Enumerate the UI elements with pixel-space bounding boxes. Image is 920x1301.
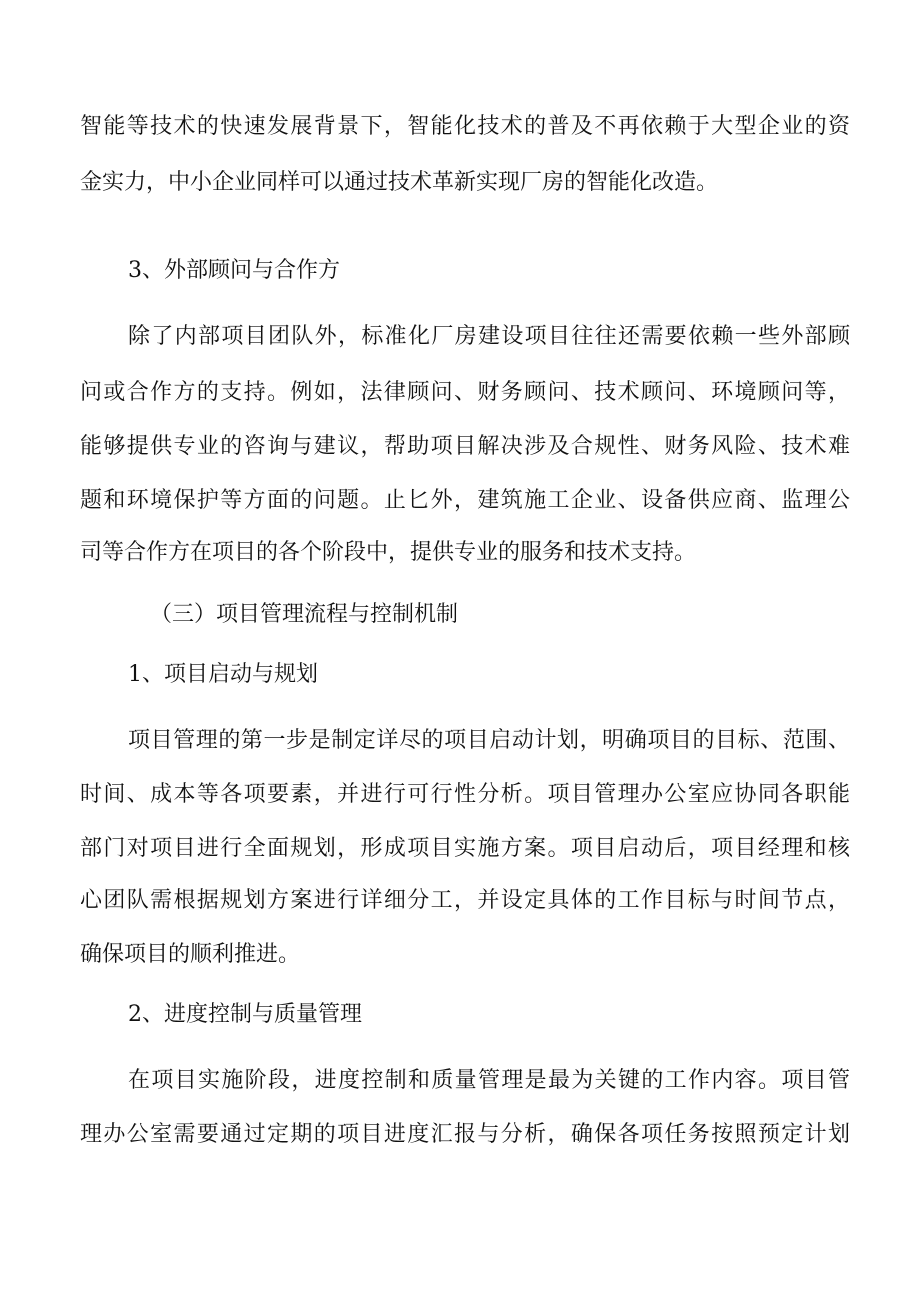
paragraph-line: 确保项目的顺利推进。	[80, 942, 301, 967]
paragraph-line: 智能等技术的快速发展背景下，智能化技术的普及不再依赖于大型企业的资	[80, 114, 850, 139]
paragraph-line: 在项目实施阶段，进度控制和质量管理是最为关键的工作内容。项目管	[128, 1068, 850, 1093]
section-heading: 1、项目启动与规划	[128, 662, 318, 687]
paragraph-line: 除了内部项目团队外，标准化厂房建设项目往往还需要依赖一些外部顾	[128, 324, 850, 349]
paragraph-line: 项目管理的第一步是制定详尽的项目启动计划，明确项目的目标、范围、	[128, 728, 850, 753]
paragraph-line: 时间、成本等各项要素，并进行可行性分析。项目管理办公室应协同各职能	[80, 782, 850, 807]
paragraph-line: 司等合作方在项目的各个阶段中，提供专业的服务和技术支持。	[80, 540, 697, 565]
paragraph-line: 理办公室需要通过定期的项目进度汇报与分析，确保各项任务按照预定计划	[80, 1122, 850, 1147]
paragraph-line: 金实力，中小企业同样可以通过技术革新实现厂房的智能化改造。	[80, 170, 719, 195]
section-heading: （三）项目管理流程与控制机制	[150, 602, 459, 627]
paragraph-line: 能够提供专业的咨询与建议，帮助项目解决涉及合规性、财务风险、技术难	[80, 434, 850, 459]
paragraph-line: 心团队需根据规划方案进行详细分工，并设定具体的工作目标与时间节点，	[80, 888, 850, 913]
section-heading: 2、进度控制与质量管理	[128, 1002, 362, 1027]
paragraph-line: 问或合作方的支持。例如，法律顾问、财务顾问、技术顾问、环境顾问等，	[80, 380, 850, 405]
paragraph-line: 题和环境保护等方面的问题。止匕外，建筑施工企业、设备供应商、监理公	[80, 488, 850, 513]
paragraph-line: 部门对项目进行全面规划，形成项目实施方案。项目启动后，项目经理和核	[80, 836, 850, 861]
section-heading: 3、外部顾问与合作方	[128, 258, 340, 283]
